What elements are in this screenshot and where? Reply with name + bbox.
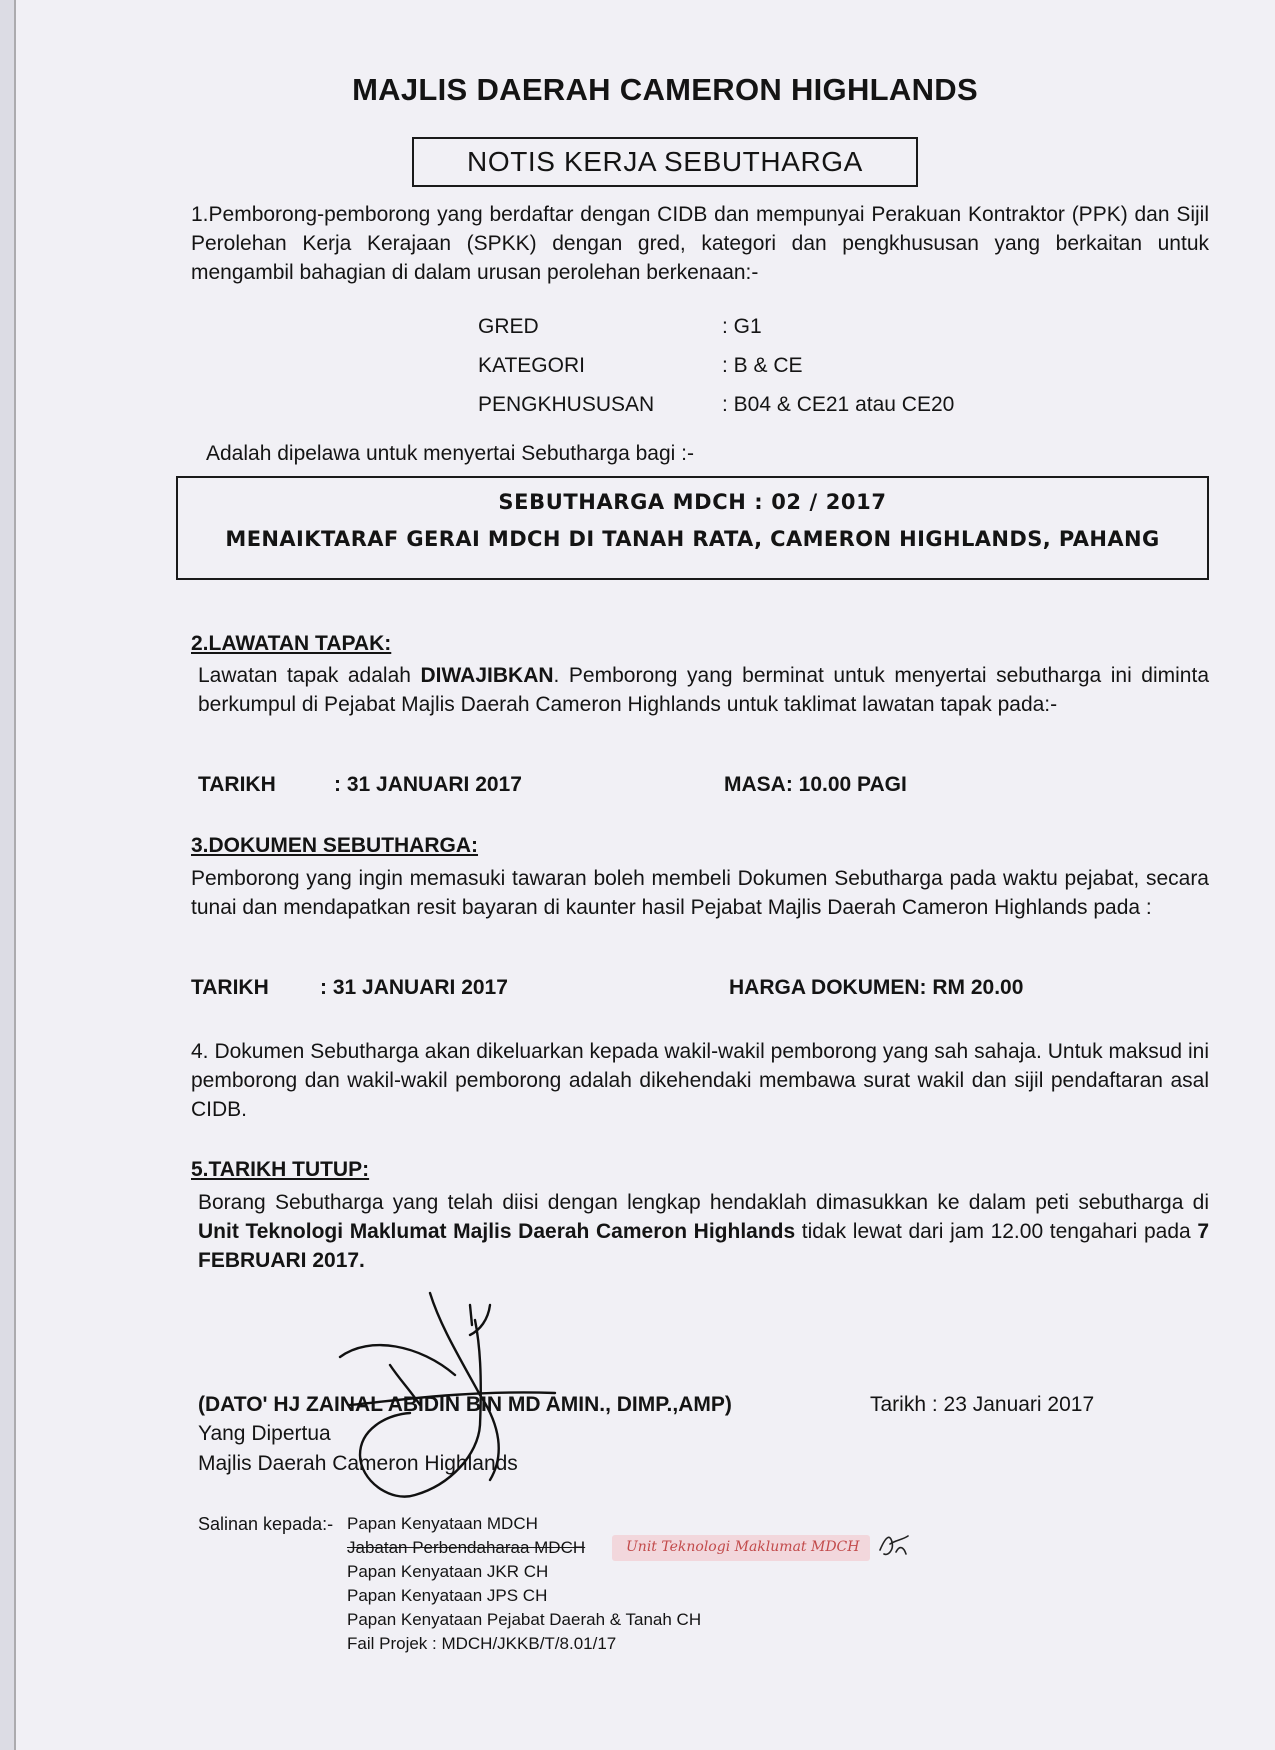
section2-heading: 2.LAWATAN TAPAK:: [191, 632, 392, 655]
copy-item-struck: Jabatan Perbendaharaa MDCH: [347, 1538, 586, 1557]
project-name: MENAIKTARAF GERAI MDCH DI TANAH RATA, CAMERON HIGHLANDS, PAHANG: [225, 527, 1160, 551]
section5-heading: 5.TARIKH TUTUP:: [191, 1158, 370, 1181]
section3-paragraph: Pemborong yang ingin memasuki tawaran boleh membeli Dokumen Sebutharga pada waktu pejabat, secara tunai dan mendapatkan resit bayaran di kaunter hasil Pejabat Majlis Daerah Cameron Highlands pada :: [191, 867, 1209, 919]
notice-title-box: [412, 137, 918, 187]
spec-row-pengkhususan: [478, 393, 1078, 423]
section5-text-bold1: Unit Teknologi Maklumat Majlis Daerah Cameron Highlands: [198, 1220, 796, 1243]
section4-paragraph: 4. Dokumen Sebutharga akan dikeluarkan kepada wakil-wakil pemborong yang sah sahaja. Untuk maksud ini pemborong dan wakil-wakil pemborong adalah dikehendaki membawa surat wakil dan sijil pendaftaran asal CIDB.: [191, 1040, 1209, 1121]
copy-item: Papan Kenyataan Pejabat Daerah & Tanah CH: [347, 1610, 702, 1629]
spec-row-gred: [478, 315, 1078, 345]
section2-paragraph: [198, 661, 1209, 719]
section3-date-value: : 31 JANUARI 2017: [320, 976, 508, 999]
scan-edge-line: [14, 0, 16, 1750]
section5-text-b: tidak lewat dari jam 12.00 tengahari pada: [795, 1220, 1198, 1243]
section2-time: MASA: 10.00 PAGI: [724, 773, 907, 796]
spec-label: GRED: [478, 315, 539, 338]
copy-item: Fail Projek : MDCH/JKKB/T/8.01/17: [347, 1634, 617, 1653]
project-reference: SEBUTHARGA MDCH : 02 / 2017: [498, 490, 887, 514]
section2-text-b: . Pemborong yang berminat untuk menyertai sebutharga ini diminta berkumpul di Pejabat Majlis Daerah Cameron Highlands untuk taklimat lawatan tapak pada:-: [198, 664, 1209, 716]
section2-date-value: : 31 JANUARI 2017: [334, 773, 522, 796]
notice-title: NOTIS KERJA SEBUTHARGA: [467, 146, 863, 177]
signatory-name: (DATO' HJ ZAINAL ABIDIN BIN MD AMIN., DIMP.,AMP): [198, 1393, 732, 1416]
signature-mark: [330, 1265, 560, 1505]
spec-label: KATEGORI: [478, 354, 585, 377]
copy-item: Papan Kenyataan MDCH: [347, 1514, 538, 1533]
section5-text-a: Borang Sebutharga yang telah diisi dengan lengkap hendaklah dimasukkan ke dalam peti sebutharga di: [198, 1191, 1209, 1214]
spec-value: : B & CE: [722, 354, 803, 377]
section3-date-label: TARIKH: [191, 976, 269, 999]
section2-text-a: Lawatan tapak adalah: [198, 664, 421, 687]
section2-text-bold: DIWAJIBKAN: [420, 664, 554, 687]
initials-mark: [876, 1530, 912, 1560]
handwritten-note: Unit Teknologi Maklumat MDCH: [626, 1539, 860, 1555]
spec-label: PENGKHUSUSAN: [478, 393, 655, 416]
signatory-date: Tarikh : 23 Januari 2017: [870, 1393, 1095, 1416]
signatory-position: Yang Dipertua: [198, 1422, 331, 1445]
section3-price: HARGA DOKUMEN: RM 20.00: [729, 976, 1024, 999]
invitation-text: Adalah dipelawa untuk menyertai Sebutharga bagi :-: [206, 442, 694, 465]
project-box: [176, 476, 1209, 580]
section2-date-label: TARIKH: [198, 773, 276, 796]
section3-heading: 3.DOKUMEN SEBUTHARGA:: [191, 834, 479, 857]
scan-edge: [0, 0, 14, 1750]
document-title: MAJLIS DAERAH CAMERON HIGHLANDS: [352, 72, 978, 107]
section5-paragraph: [198, 1188, 1209, 1275]
spec-value: : B04 & CE21 atau CE20: [722, 393, 955, 416]
copy-item: Papan Kenyataan JPS CH: [347, 1586, 548, 1605]
intro-paragraph: 1.Pemborong-pemborong yang berdaftar dengan CIDB dan mempunyai Perakuan Kontraktor (PPK) dan Sijil Perolehan Kerja Kerajaan (SPKK) dengan gred, kategori dan pengkhususan yang berkaitan untuk mengambil bahagian di dalam urusan perolehan berkenaan:-: [191, 203, 1209, 284]
signatory-organization: Majlis Daerah Cameron Highlands: [198, 1452, 518, 1475]
spec-row-kategori: [478, 354, 1078, 384]
copies-label: Salinan kepada:-: [198, 1514, 334, 1534]
copy-item: Papan Kenyataan JKR CH: [347, 1562, 549, 1581]
section5-text-bold2: 7 FEBRUARI 2017.: [198, 1220, 1209, 1272]
copies-list: [347, 1512, 701, 1656]
spec-value: : G1: [722, 315, 762, 338]
